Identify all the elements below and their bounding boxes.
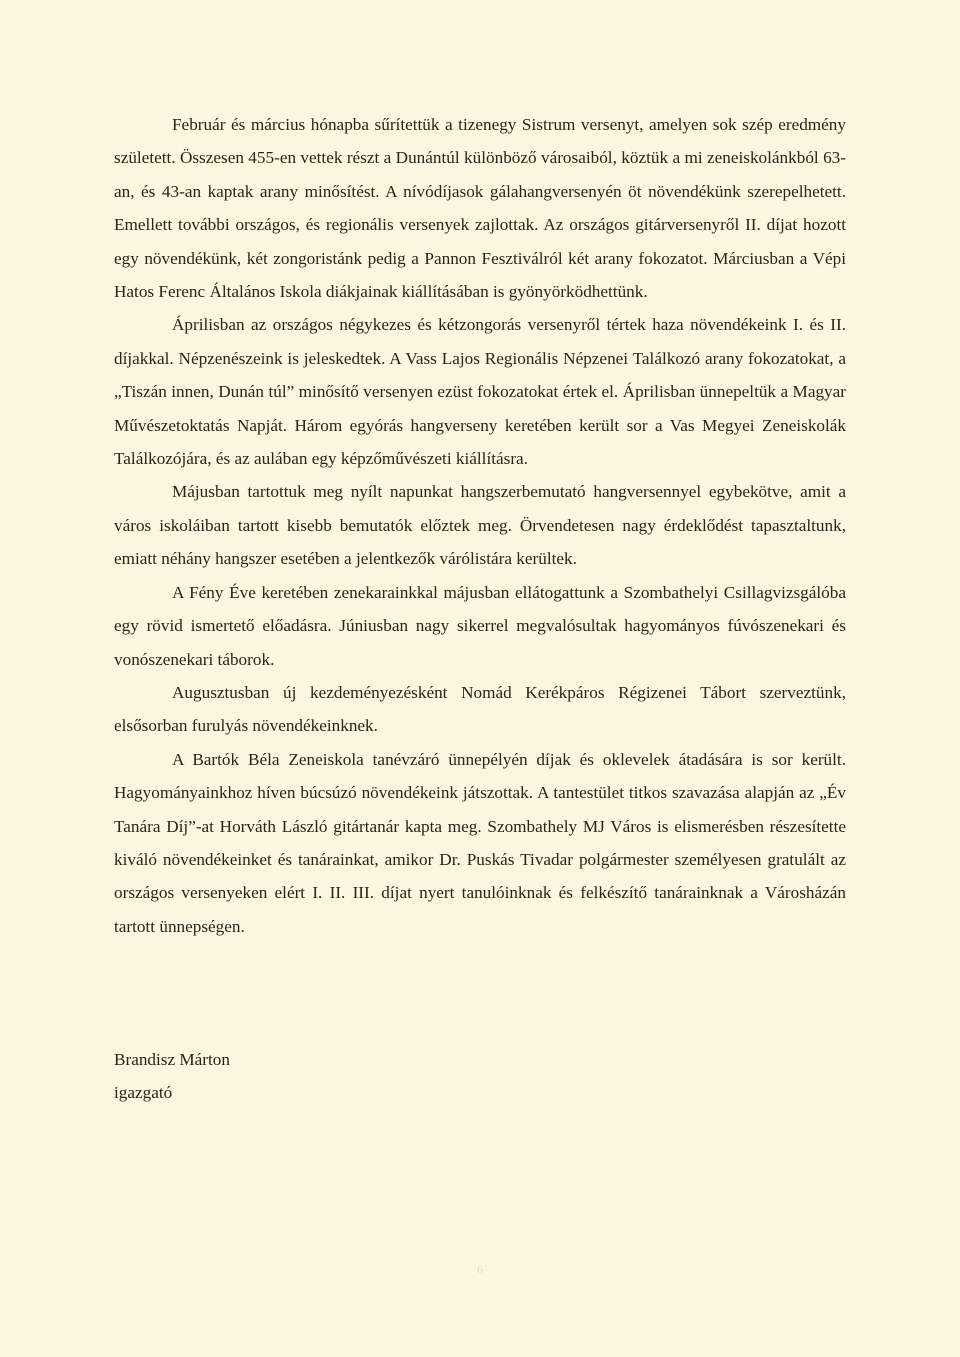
- paragraph-august: Augusztusban új kezdeményezésként Nomád Kerékpáros Régizenei Tábort szerveztünk, elsősorban furulyás növendékeinknek.: [114, 682, 846, 736]
- paragraph-may: Májusban tartottuk meg nyílt napunkat hangszerbemutató hangversennyel egybekötve, amit a város iskoláiban tartott kisebb bemutatók előztek meg. Örvendetesen nagy érdeklődést tapasztaltunk, emiatt néhány hangszer esetében a jelentkezők várólistára kerültek.: [114, 482, 846, 569]
- signature-title: igazgató: [114, 1083, 173, 1103]
- paragraph-closing-ceremony: A Bartók Béla Zeneiskola tanévzáró ünnepélyén díjak és oklevelek átadására is sor került. Hagyományainkhoz híven búcsúzó növendékeink játszottak. A tantestület titkos szavazása alapján az „Év Tanára Díj”-at Horváth László gitártanár kapta meg. Szombathely MJ Város is elismerésben részesítette kiváló növendékeinket és tanárainkat, amikor Dr. Puskás Tivadar polgármester személyesen gratulált az országos versenyeken elért I. II. III. díjat nyert tanulóinknak és felkészítő tanárainknak a Városházán tartott ünnepségen.: [114, 749, 846, 936]
- paragraph-competitions: Február és március hónapba sűrítettük a tizenegy Sistrum versenyt, amelyen sok szép eredmény született. Összesen 455-en vettek részt a Dunántúl különböző városaiból, köztük a mi zeneiskolánkból 63-an, és 43-an kaptak arany minősítést. A nívódíjasok gálahangversenyén öt növendékünk szerepelhetett. Emellett további országos, és regionális versenyek zajlottak. Az országos gitárversenyről II. díjat hozott egy növendékünk, két zongoristánk pedig a Pannon Fesztiválról két arany fokozatot. Márciusban a Vépi Hatos Ferenc Általános Iskola diákjainak kiállításában is gyönyörködhettünk.: [114, 115, 846, 302]
- signature-block: [114, 1043, 514, 1110]
- signature-name: Brandisz Márton: [114, 1050, 230, 1069]
- paragraph-year-of-light: A Fény Éve keretében zenekarainkkal májusban ellátogattunk a Szombathelyi Csillagvizsgálóba egy rövid ismertető előadásra. Júniusban nagy sikerrel megvalósultak hagyományos fúvószenekari és vonószenekari táborok.: [114, 582, 846, 669]
- page-number: 6: [477, 1262, 483, 1276]
- document-body: [114, 108, 846, 943]
- paragraph-april: Áprilisban az országos négykezes és kétzongorás versenyről tértek haza növendékeink I. és II. díjakkal. Népzenészeink is jeleskedtek. A Vass Lajos Regionális Népzenei Találkozó arany fokozatokat, a „Tiszán innen, Dunán túl” minősítő versenyen ezüst fokozatokat értek el. Áprilisban ünnepeltük a Magyar Művészetoktatás Napját. Három egyórás hangverseny keretében került sor a Vas Megyei Zeneiskolák Találkozójára, és az aulában egy képzőművészeti kiállításra.: [114, 315, 846, 469]
